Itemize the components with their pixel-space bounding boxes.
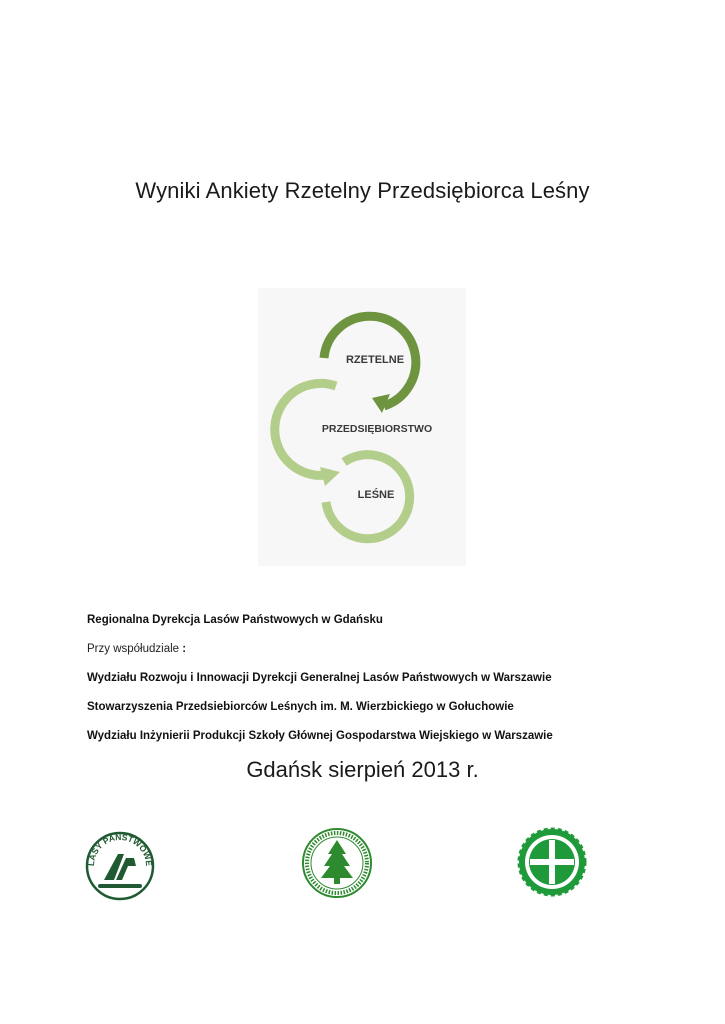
sggw-logo [516, 826, 588, 898]
partner-1: Wydziału Rozwoju i Innowacji Dyrekcji Generalnej Lasów Państwowych w Warszawie [87, 672, 552, 684]
logo-arrow-middle [320, 467, 340, 486]
logo-label-rzetelne: RZETELNE [345, 354, 405, 366]
partner-2: Stowarzyszenia Przedsiebiorców Leśnych im. M. Wierzbickiego w Gołuchowie [87, 701, 514, 713]
partner-3: Wydziału Inżynierii Produkcji Szkoły Głównej Gospodarstwa Wiejskiego w Warszawie [87, 730, 553, 742]
svg-text:LASY PAŃSTWOWE: LASY PAŃSTWOWE [85, 831, 155, 867]
cooperation-label-text: Przy współudziale [87, 643, 180, 655]
spl-association-logo [300, 826, 374, 900]
lead-organizer: Regionalna Dyrekcja Lasów Państwowych w Gdańsku [87, 614, 383, 626]
organizers-list [87, 612, 687, 757]
logo-label-przedsiebiorstwo: PRZEDSIĘBIORSTWO [321, 423, 433, 435]
document-title: Wyniki Ankiety Rzetelny Przedsiębiorca Leśny [135, 178, 590, 203]
rzetelne-przedsiebiorstwo-lesne-logo [258, 288, 466, 566]
logo-label-lesne: LEŚNE [357, 489, 395, 501]
cooperation-label [87, 641, 687, 670]
lasy-panstwowe-logo [84, 830, 156, 902]
cooperation-colon: : [182, 643, 187, 655]
place-and-date: Gdańsk sierpień 2013 r. [246, 757, 479, 782]
